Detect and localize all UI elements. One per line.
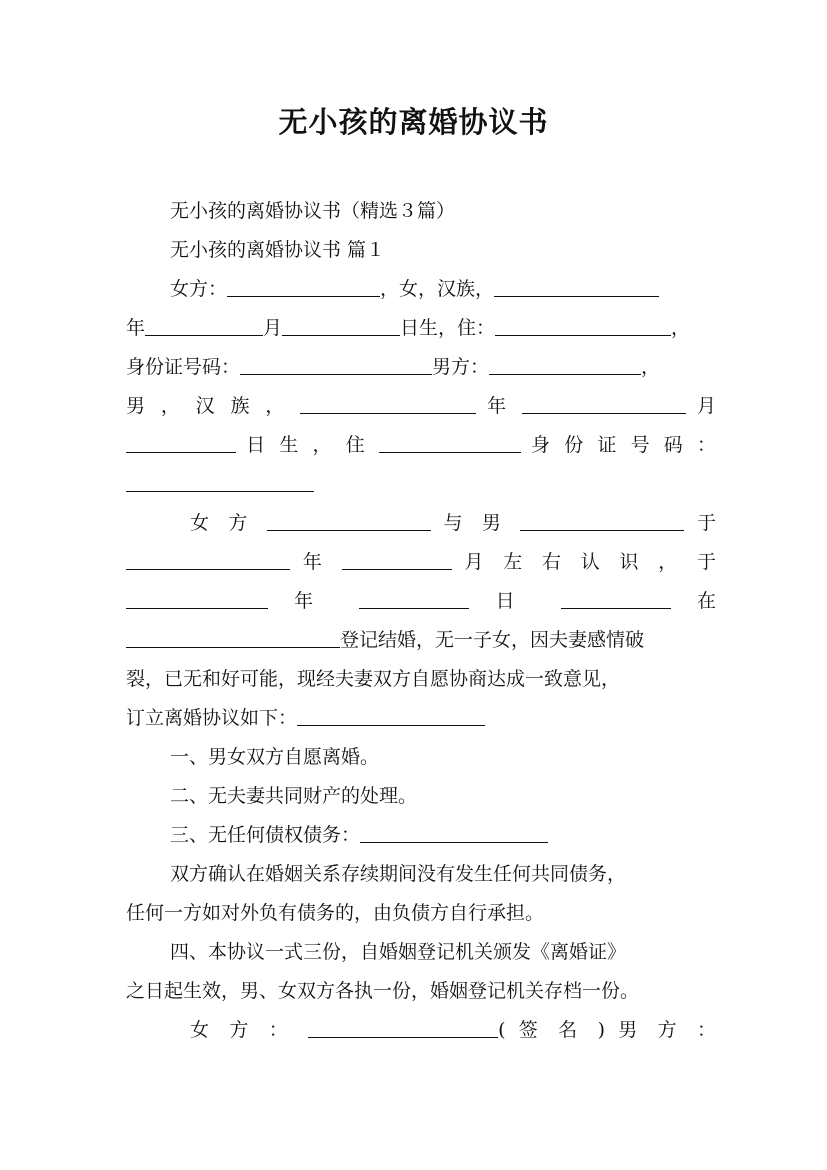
clause-line: 二、无夫妻共同财产的处理。 xyxy=(170,785,418,807)
fill-in-blank xyxy=(495,315,671,336)
clause-line: 三、无任何债权债务： xyxy=(170,820,716,850)
paragraph-line: 订立离婚协议如下： xyxy=(126,703,716,733)
paragraph-line: 年 月 日生，住： ， xyxy=(126,317,691,339)
paragraph-line: 任何一方如对外负有债务的，由负债方自行承担。 xyxy=(126,902,545,924)
signature-line: 女 方 ： ( 签 名 ) 男 方 ： xyxy=(190,1019,716,1041)
fill-in-blank xyxy=(489,354,641,375)
paragraph-line: 身份证号码： 男方： ， xyxy=(126,356,661,378)
fill-in-blank xyxy=(145,315,263,336)
fill-in-blank xyxy=(126,471,314,492)
fill-in-blank xyxy=(267,510,431,531)
paragraph-line: 双方确认在婚姻关系存续期间没有发生任何共同债务， xyxy=(170,863,627,885)
section-heading: 无小孩的离婚协议书 篇１ xyxy=(170,239,386,261)
paragraph-line: 女 方 与 男 于 xyxy=(190,512,716,534)
fill-in-blank xyxy=(561,588,671,609)
paragraph-line: 日 生 ， 住 身 份 证 号 码 ： xyxy=(126,430,716,460)
fill-in-blank xyxy=(126,432,236,453)
fill-in-blank xyxy=(282,315,400,336)
fill-in-blank xyxy=(240,354,432,375)
fill-in-blank xyxy=(126,549,290,570)
fill-in-blank xyxy=(126,588,268,609)
fill-in-blank xyxy=(359,588,469,609)
paragraph-line: 年 日 在 xyxy=(126,586,716,616)
signature-blank xyxy=(308,1017,498,1038)
fill-in-blank xyxy=(360,822,548,843)
paragraph-line xyxy=(126,469,716,499)
paragraph-line: 裂，已无和好可能，现经夫妻双方自愿协商达成一致意见， xyxy=(126,668,621,690)
fill-in-blank xyxy=(297,705,485,726)
paragraph-line: 女方： ，女，汉族， xyxy=(170,274,716,304)
document-title: 无小孩的离婚协议书 xyxy=(278,105,549,139)
fill-in-blank xyxy=(522,393,686,414)
fill-in-blank xyxy=(520,510,684,531)
clause-line: 四、本协议一式三份，自婚姻登记机关颁发《离婚证》 xyxy=(170,941,627,963)
fill-in-blank xyxy=(379,432,521,453)
fill-in-blank xyxy=(300,393,476,414)
fill-in-blank xyxy=(126,627,340,648)
paragraph-line: 登记结婚，无一子女，因夫妻感情破 xyxy=(126,625,716,655)
paragraph-line: 男 ， 汉 族 ， 年 月 xyxy=(126,395,716,417)
fill-in-blank xyxy=(227,276,380,297)
paragraph-line: 年 月 左 右 认 识 ， 于 xyxy=(126,547,716,577)
fill-in-blank xyxy=(494,276,659,297)
fill-in-blank xyxy=(342,549,452,570)
clause-line: 一、男女双方自愿离婚。 xyxy=(170,746,380,768)
subtitle-line: 无小孩的离婚协议书（精选３篇） xyxy=(170,200,456,222)
paragraph-line: 之日起生效，男、女双方各执一份，婚姻登记机关存档一份。 xyxy=(126,980,640,1002)
